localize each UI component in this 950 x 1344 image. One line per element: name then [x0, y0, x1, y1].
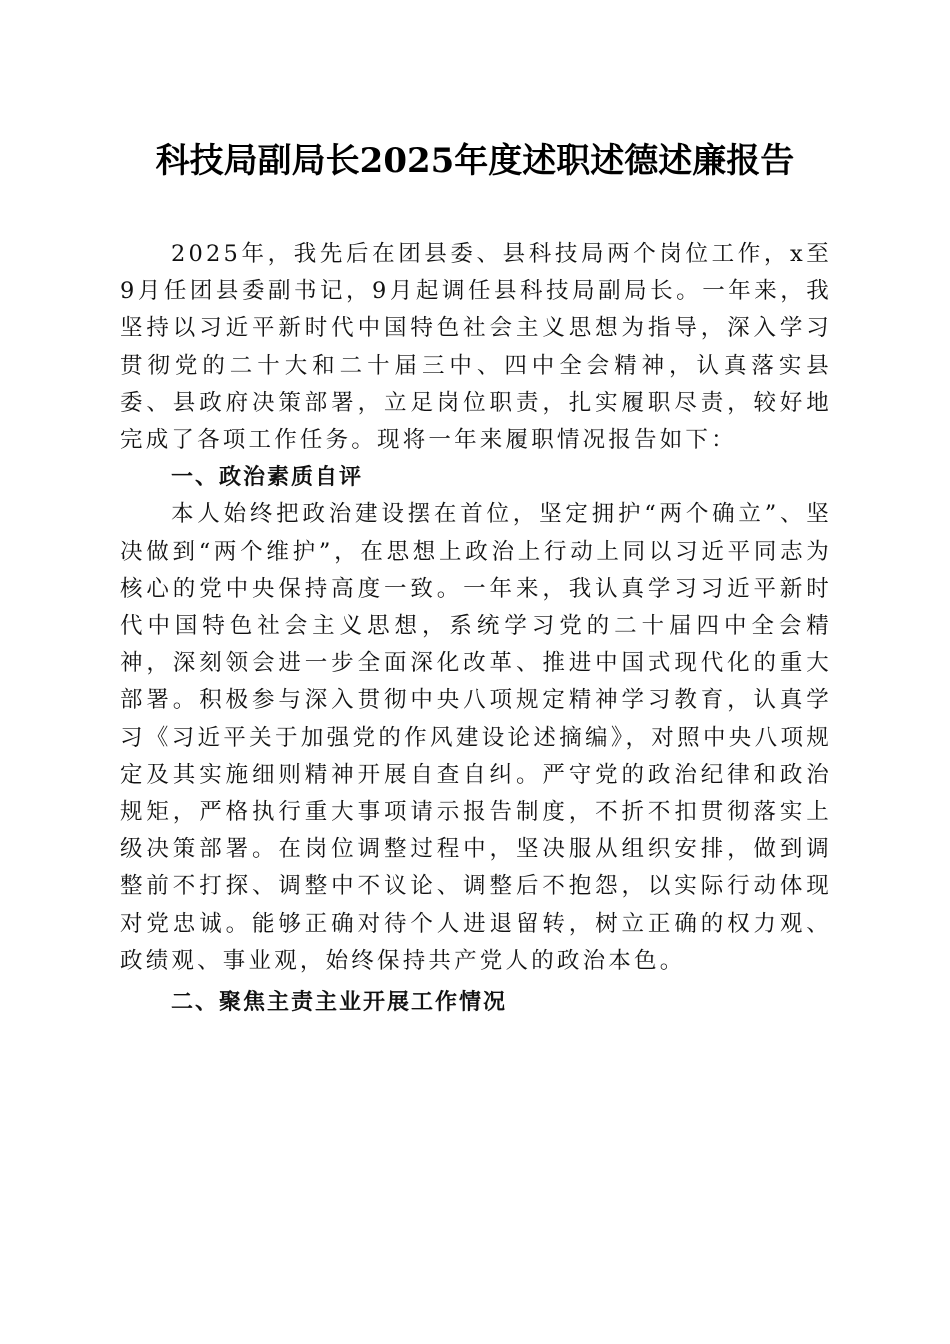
section-heading-main-work: 二、聚焦主责主业开展工作情况	[171, 990, 508, 1016]
political-quality-paragraph: 本人始终把政治建设摆在首位，坚定拥护“两个确立”、坚决做到“两个维护”，在思想上政治上行动上同以习近平同志为核心的党中央保持高度一致。一年来，我认真学习习近平新时代中国特色社会主义思想，系统学习党的二十届四中全会精神，深刻领会进一步全面深化改革、推进中国式现代化的重大部署。积极参与深入贯彻中央八项规定精神学习教育，认真学习《习近平关于加强党的作风建设论述摘编》，对照中央八项规定及其实施细则精神开展自查自纠。严守党的政治纪律和政治规矩，严格执行重大事项请示报告制度，不折不扣贯彻落实上级决策部署。在岗位调整过程中，坚决服从组织安排，做到调整前不打探、调整中不议论、调整后不抱怨，以实际行动体现对党忠诚。能够正确对待个人进退留转，树立正确的权力观、政绩观、事业观，始终保持共产党人的政治本色。	[120, 501, 832, 974]
section-heading-political: 一、政治素质自评	[171, 465, 364, 491]
document-title: 科技局副局长2025年度述职述德述廉报告	[155, 141, 795, 181]
document-body	[120, 236, 832, 1021]
intro-paragraph: 2025年，我先后在团县委、县科技局两个岗位工作，x至9月任团县委副书记，9月起调任县科技局副局长。一年来，我坚持以习近平新时代中国特色社会主义思想为指导，深入学习贯彻党的二十大和二十届三中、四中全会精神，认真落实县委、县政府决策部署，立足岗位职责，扎实履职尽责，较好地完成了各项工作任务。现将一年来履职情况报告如下：	[120, 241, 832, 454]
